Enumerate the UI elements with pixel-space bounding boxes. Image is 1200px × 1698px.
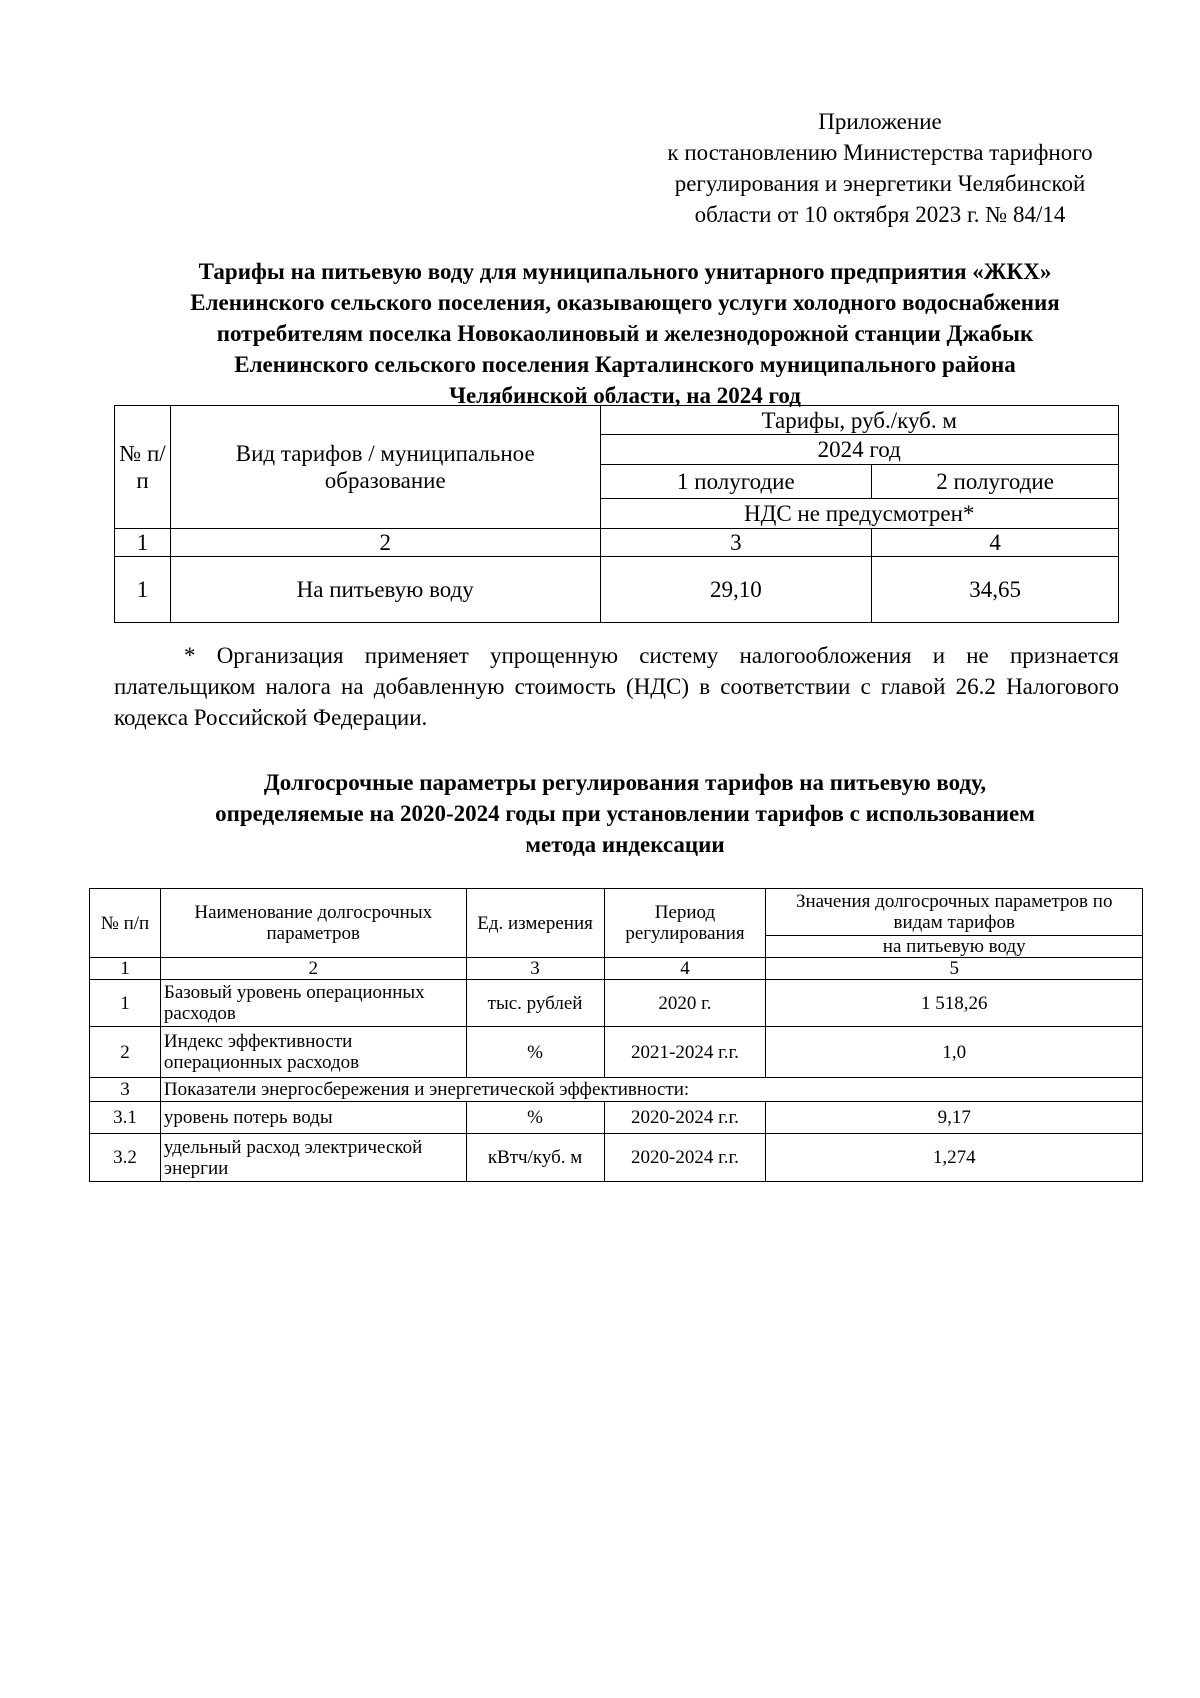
title-line: Еленинского сельского поселения Карталинского муниципального района [234, 352, 1016, 377]
table-row [90, 1027, 1143, 1078]
row-value: 1,0 [766, 1027, 1143, 1078]
index-cell: 3 [466, 958, 604, 980]
row-name: Индекс эффективности операционных расходов [160, 1027, 466, 1078]
title-line: метода индексации [525, 832, 725, 857]
title-line: Еленинского сельского поселения, оказывающего услуги холодного водоснабжения [190, 290, 1060, 315]
row-num: 2 [90, 1027, 161, 1078]
footnote-text: * Организация применяет упрощенную систему налогообложения и не признается плательщиком налога на добавленную стоимость (НДС) в соответствии с главой 26.2 Налогового кодекса Российской Федерации. [114, 643, 1119, 730]
vat-footnote [114, 640, 1119, 733]
table-row [90, 1102, 1143, 1134]
table-row [115, 557, 1119, 623]
title-line: потребителям поселка Новокаолиновый и железнодорожной станции Джабык [216, 321, 1034, 346]
appendix-header [630, 106, 1130, 230]
row-unit: % [466, 1027, 604, 1078]
header-values: Значения долгосрочных параметров по видам тарифов [766, 889, 1143, 936]
row-name: На питьевую воду [170, 557, 600, 623]
row-num: 3.1 [90, 1102, 161, 1134]
row-h2-value: 34,65 [872, 557, 1119, 623]
row-num: 3.2 [90, 1134, 161, 1182]
header-unit: Ед. измерения [466, 889, 604, 958]
header-num: № п/п [115, 406, 171, 529]
table-row [90, 1078, 1143, 1102]
header-half1: 1 полугодие [600, 465, 872, 499]
header-name: Наименование долгосрочных параметров [160, 889, 466, 958]
row-period: 2020-2024 г.г. [604, 1134, 766, 1182]
tariff-title [110, 256, 1140, 411]
row-unit: кВтч/куб. м [466, 1134, 604, 1182]
header-num: № п/п [90, 889, 161, 958]
table-row [90, 1134, 1143, 1182]
index-cell: 5 [766, 958, 1143, 980]
row-num: 1 [115, 557, 171, 623]
title-line: Долгосрочные параметры регулирования тарифов на питьевую воду, [263, 770, 987, 795]
row-value: 1 518,26 [766, 980, 1143, 1027]
title-line: Челябинской области, на 2024 год [449, 383, 801, 408]
row-name: уровень потерь воды [160, 1102, 466, 1134]
appendix-line: области от 10 октября 2023 г. № 84/14 [694, 202, 1066, 227]
index-cell: 3 [600, 529, 872, 557]
index-cell: 2 [170, 529, 600, 557]
table-row [90, 980, 1143, 1027]
header-tariffs: Тарифы, руб./куб. м [600, 406, 1119, 435]
row-h1-value: 29,10 [600, 557, 872, 623]
params-title [110, 767, 1140, 860]
index-cell: 1 [90, 958, 161, 980]
header-period: Период регулирования [604, 889, 766, 958]
row-unit: % [466, 1102, 604, 1134]
index-cell: 4 [872, 529, 1119, 557]
row-period: 2020 г. [604, 980, 766, 1027]
appendix-line: регулирования и энергетики Челябинской [674, 171, 1086, 196]
header-year: 2024 год [600, 435, 1119, 465]
row-name: удельный расход электрической энергии [160, 1134, 466, 1182]
header-vat: НДС не предусмотрен* [600, 499, 1119, 529]
appendix-line: Приложение [818, 109, 942, 134]
row-name: Показатели энергосбережения и энергетической эффективности: [160, 1078, 1142, 1102]
header-type: Вид тарифов / муниципальное образование [170, 406, 600, 529]
row-num: 1 [90, 980, 161, 1027]
row-name: Базовый уровень операционных расходов [160, 980, 466, 1027]
row-value: 9,17 [766, 1102, 1143, 1134]
title-line: Тарифы на питьевую воду для муниципального унитарного предприятия «ЖКХ» [198, 259, 1052, 284]
row-period: 2020-2024 г.г. [604, 1102, 766, 1134]
row-period: 2021-2024 г.г. [604, 1027, 766, 1078]
index-cell: 1 [115, 529, 171, 557]
row-num: 3 [90, 1078, 161, 1102]
title-line: определяемые на 2020-2024 годы при установлении тарифов с использованием [215, 801, 1035, 826]
row-value: 1,274 [766, 1134, 1143, 1182]
index-cell: 4 [604, 958, 766, 980]
header-half2: 2 полугодие [872, 465, 1119, 499]
appendix-line: к постановлению Министерства тарифного [667, 140, 1093, 165]
index-cell: 2 [160, 958, 466, 980]
header-values-sub: на питьевую воду [766, 936, 1143, 958]
row-unit: тыс. рублей [466, 980, 604, 1027]
tariff-table [114, 405, 1119, 623]
params-table [89, 888, 1143, 1182]
